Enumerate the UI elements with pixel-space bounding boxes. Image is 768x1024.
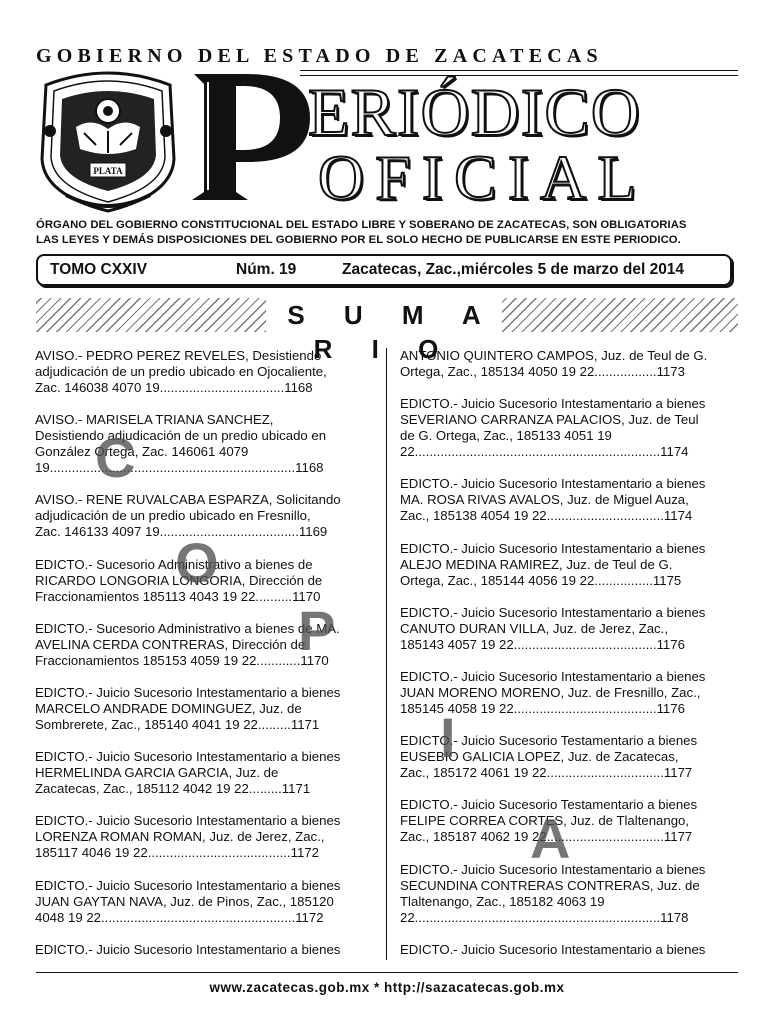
summary-entry-line: EDICTO.- Juicio Sucesorio Intestamentario a bienes xyxy=(35,684,341,700)
summary-entry xyxy=(400,942,738,958)
organo-statement xyxy=(36,218,738,247)
watermark-letter: A xyxy=(530,807,571,870)
footer-urls: www.zacatecas.gob.mx * http://sazacatecas.gob.mx xyxy=(209,980,565,995)
summary-entry xyxy=(400,541,738,589)
summary-entry-line: Sombrerete, Zac., 185140 4041 19 22.........1171 xyxy=(35,716,320,732)
summary-entry xyxy=(35,942,373,958)
summary-entry-line: Zac., 185187 4062 19 22................................1177 xyxy=(400,829,693,845)
summary-entry-line: EDICTO.- Juicio Sucesorio Intestamentario a bienes xyxy=(35,941,341,957)
issue-tomo: TOMO CXXIV xyxy=(50,261,148,278)
summary-entry-line: RICARDO LONGORIA LONGORIA, Dirección de xyxy=(35,572,323,588)
footer-rule xyxy=(36,972,738,973)
summary-entry-line: 22...................................................................1174 xyxy=(400,444,689,460)
summary-entry-line: MARCELO ANDRADE DOMINGUEZ, Juz. de xyxy=(35,700,302,716)
summary-entry-line: EDICTO.- Juicio Sucesorio Intestamentario a bienes xyxy=(35,877,341,893)
title-line-2: OFICIAL xyxy=(318,142,648,213)
column-divider xyxy=(386,348,387,960)
summary-entry-line: 22...................................................................1178 xyxy=(400,909,689,925)
summary-entry xyxy=(35,749,373,797)
summary-entry-line: JUAN GAYTAN NAVA, Juz. de Pinos, Zac., 185120 xyxy=(35,893,334,909)
state-seal-icon xyxy=(36,67,180,213)
summary-entry-line: LORENZA ROMAN ROMAN, Juz. de Jerez, Zac., xyxy=(35,829,325,845)
summary-entry-line: González Ortega, Zac. 146061 4079 xyxy=(35,444,249,460)
summary-entry-line: Fraccionamientos 185153 4059 19 22............1170 xyxy=(35,652,329,668)
summary-entry-line: JUAN MORENO MORENO, Juz. de Fresnillo, Zac., xyxy=(400,684,701,700)
summary-entry-line: EDICTO.- Juicio Sucesorio Intestamentario a bienes xyxy=(400,396,706,412)
summary-entry-line: 185117 4046 19 22.......................................1172 xyxy=(35,845,319,861)
issue-date: Zacatecas, Zac.,miércoles 5 de marzo del 2014 xyxy=(342,261,685,278)
summary-entry-line: EDICTO.- Sucesorio Administrativo a bienes de xyxy=(35,556,313,572)
summary-entry-line: de G. Ortega, Zac., 185133 4051 19 xyxy=(400,428,612,444)
summary-entry-line: EDICTO.- Juicio Sucesorio Intestamentario a bienes xyxy=(400,604,706,620)
summary-entry xyxy=(400,862,738,926)
government-heading: GOBIERNO DEL ESTADO DE ZACATECAS xyxy=(36,45,603,67)
summary-entry-line: 19...................................................................1168 xyxy=(35,460,324,476)
summary-entry-line: 185143 4057 19 22.......................................1176 xyxy=(400,636,685,652)
summary-entry xyxy=(400,396,738,460)
summary-entry-line: Ortega, Zac., 185134 4050 19 22.................1173 xyxy=(400,364,685,379)
summary-entry-line: Ortega, Zac., 185144 4056 19 22................1175 xyxy=(400,572,682,588)
masthead-rule xyxy=(300,70,738,71)
summary-entry-line: Zacatecas, Zac., 185112 4042 19 22.........1171 xyxy=(35,781,311,797)
title-line-1: ERIÓDICO xyxy=(308,74,641,150)
summary-entry-line: Zac., 185172 4061 19 22................................1177 xyxy=(400,765,693,781)
summary-entry-line: Zac. 146038 4070 19..................................1168 xyxy=(35,380,313,395)
summary-entry-line: MA. ROSA RIVAS AVALOS, Juz. de Miguel Auza, xyxy=(400,492,689,508)
summary-entry-line: ALEJO MEDINA RAMIREZ, Juz. de Teul de G. xyxy=(400,556,673,572)
summary-entry-line: ANTONIO QUINTERO CAMPOS, Juz. de Teul de G. xyxy=(400,348,708,363)
watermark-letter: P xyxy=(298,599,336,662)
summary-entry-line: 4048 19 22.....................................................1172 xyxy=(35,909,324,925)
summary-entry-line: AVISO.- MARISELA TRIANA SANCHEZ, xyxy=(35,412,274,428)
summary-entry xyxy=(35,412,373,476)
watermark-letter: I xyxy=(440,706,456,769)
summary-entry-line: Fraccionamientos 185113 4043 19 22..........1170 xyxy=(35,588,321,604)
issue-number: Núm. 19 xyxy=(236,261,297,278)
summary-entry xyxy=(35,348,373,396)
organo-line: LAS LEYES Y DEMÁS DISPOSICIONES DEL GOBIERNO POR EL SOLO HECHO DE PUBLICARSE EN ESTE PERIODICO. xyxy=(36,233,681,246)
summary-entry-line: EDICTO.- Juicio Sucesorio Intestamentario a bienes xyxy=(400,941,706,957)
summary-entry-line: EDICTO.- Juicio Sucesorio Testamentario a bienes xyxy=(400,733,698,749)
summary-entry-line: AVELINA CERDA CONTRERAS, Dirección de xyxy=(35,636,306,652)
summary-entry-line: EDICTO.- Juicio Sucesorio Intestamentario a bienes xyxy=(400,540,706,556)
summary-entry-line: adjudicación de un predio ubicado en Ojocaliente, xyxy=(35,364,327,379)
summary-entry-line: EDICTO.- Juicio Sucesorio Testamentario a bienes xyxy=(400,797,698,813)
organo-line: ÓRGANO DEL GOBIERNO CONSTITUCIONAL DEL ESTADO LIBRE Y SOBERANO DE ZACATECAS, SON OBLIGATORIAS xyxy=(36,219,687,231)
summary-entry xyxy=(35,813,373,861)
summary-entry xyxy=(35,878,373,926)
summary-entry-line: AVISO.- RENE RUVALCABA ESPARZA, Solicitando xyxy=(35,492,341,508)
summary-entry xyxy=(35,685,373,733)
summary-entry-line: AVISO.- PEDRO PEREZ REVELES, Desistiendo xyxy=(35,348,322,363)
summary-entry-line: HERMELINDA GARCIA GARCIA, Juz. de xyxy=(35,765,279,781)
summary-entry-line: EUSEBIO GALICIA LOPEZ, Juz. de Zacatecas, xyxy=(400,749,679,765)
summary-entry xyxy=(400,476,738,524)
summary-entry-line: Zac. 146133 4097 19......................................1169 xyxy=(35,524,328,540)
summary-entry-line: FELIPE CORREA CORTES, Juz. de Tlaltenango, xyxy=(400,813,690,829)
summary-entry-line: EDICTO.- Juicio Sucesorio Intestamentario a bienes xyxy=(35,749,341,765)
summary-entry-line: EDICTO.- Juicio Sucesorio Intestamentario a bienes xyxy=(35,813,341,829)
summary-entry-line: SEVERIANO CARRANZA PALACIOS, Juz. de Teul xyxy=(400,412,699,428)
summary-entry-line: adjudicación de un predio ubicado en Fresnillo, xyxy=(35,508,311,524)
sumario-heading: S U M A R I O xyxy=(266,298,502,332)
summary-entry xyxy=(400,605,738,653)
summary-entry-line: Desistiendo adjudicación de un predio ubicado en xyxy=(35,428,327,444)
summary-entry-line: EDICTO.- Juicio Sucesorio Intestamentario a bienes xyxy=(400,668,706,684)
summary-entry-line: SECUNDINA CONTRERAS CONTRERAS, Juz. de xyxy=(400,877,700,893)
watermark-letter: C xyxy=(95,426,136,489)
seal-lettering: PLATA xyxy=(93,166,123,176)
title-initial-p xyxy=(188,60,318,210)
summary-entry-line: Tlaltenango, Zac., 185182 4063 19 xyxy=(400,893,605,909)
summary-entry-line: CANUTO DURAN VILLA, Juz. de Jerez, Zac., xyxy=(400,620,668,636)
summary-entry-line: EDICTO.- Juicio Sucesorio Intestamentario a bienes xyxy=(400,476,706,492)
issue-info-box xyxy=(36,254,732,286)
summary-entry-line: EDICTO.- Sucesorio Administrativo a bienes de MA. xyxy=(35,620,340,636)
watermark-letter: O xyxy=(175,531,219,594)
summary-entry-line: EDICTO.- Juicio Sucesorio Intestamentario a bienes xyxy=(400,861,706,877)
summary-entry xyxy=(400,348,738,380)
summary-entry-line: Zac., 185138 4054 19 22................................1174 xyxy=(400,508,693,524)
summary-entry-line: 185145 4058 19 22.......................................1176 xyxy=(400,700,685,716)
